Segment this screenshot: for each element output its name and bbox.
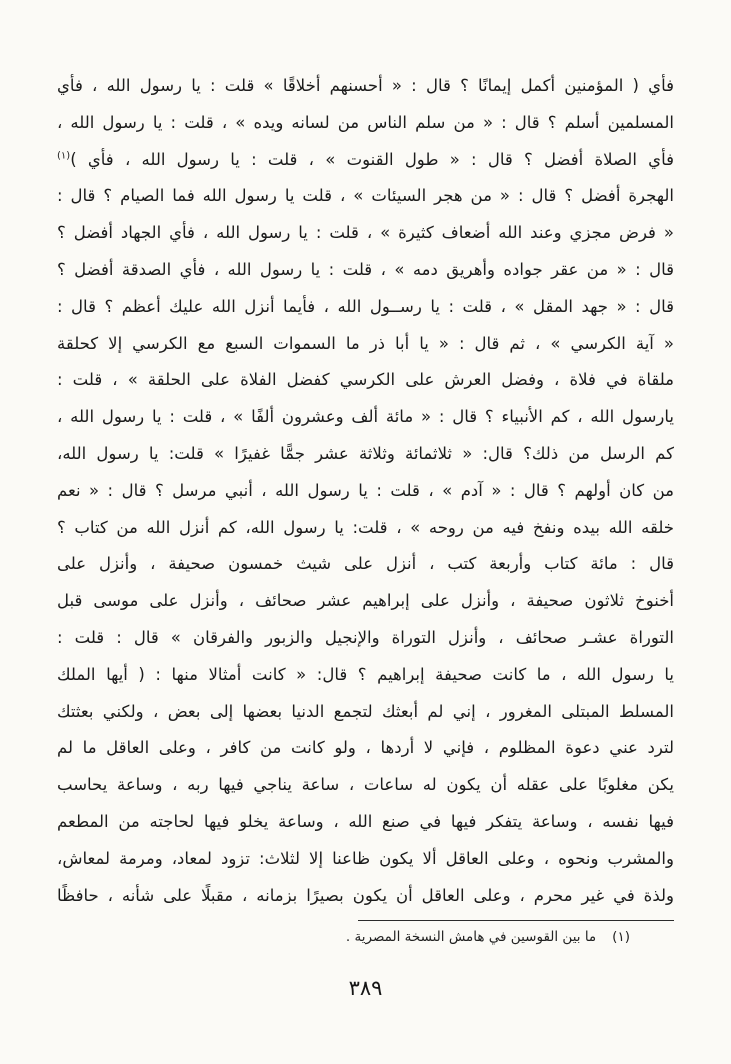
- text-line: [57, 326, 674, 363]
- text-line: [57, 473, 674, 510]
- text-line: [57, 878, 674, 915]
- text-line-content: أخنوخ ثلاثون صحيفة ، وأنزل على إبراهيم عشر صحائف ، وأنزل على موسى قبل: [57, 591, 674, 611]
- text-line: [57, 215, 674, 252]
- text-line: [57, 546, 674, 583]
- text-line-content: خلقه الله بيده ونفخ فيه من روحه » ، قلت: يا رسول الله، كم أنزل الله من كتاب ؟: [57, 517, 674, 537]
- text-line: [57, 730, 674, 767]
- text-line-content: والمشرب ونحوه ، وعلى العاقل ألا يكون ظاعنا إلا لثلاث: تزود لمعاد، ومرمة لمعاش،: [57, 848, 674, 868]
- text-line: [57, 399, 674, 436]
- text-line-content: قال : « جهد المقل » ، قلت : يا رســول الله ، فأيما أنزل الله عليك أعظم ؟ قال :: [57, 296, 674, 316]
- text-line-content: فأي الصلاة أفضل ؟ قال : « طول القنوت » ، قلت : يا رسول الله ، فأي ): [70, 149, 674, 169]
- text-line-content: من كان أولهم ؟ قال : « آدم » ، قلت : يا رسول الله ، أنبي مرسل ؟ قال : « نعم: [57, 480, 674, 500]
- text-line: [57, 178, 674, 215]
- footnote-marker: (١): [612, 929, 630, 945]
- text-line-content: كم الرسل من ذلك؟ قال: « ثلاثمائة وثلاثة عشر جمًّا غفيرًا » قلت: يا رسول الله،: [57, 443, 674, 463]
- text-line: [57, 620, 674, 657]
- text-line: [57, 510, 674, 547]
- text-line-content: لترد عني دعوة المظلوم ، فإني لا أردها ، ولو كانت من كافر ، وعلى العاقل ما لم: [57, 738, 674, 758]
- text-line-content: « فرض مجزي وعند الله أضعاف كثيرة » ، قلت : يا رسول الله ، فأي الجهاد أفضل ؟: [57, 223, 674, 243]
- text-line: [57, 362, 674, 399]
- text-line-content: فأي ( المؤمنين أكمل إيمانًا ؟ قال : « أحسنهم أخلاقًا » قلت : يا رسول الله ، فأي: [57, 76, 674, 95]
- text-line-content: قال : مائة كتاب وأربعة كتب ، أنزل على شيث خمسون صحيفة ، وأنزل على: [57, 554, 674, 574]
- text-line: [57, 694, 674, 731]
- footnote-separator: [358, 920, 674, 921]
- text-line: [57, 436, 674, 473]
- footnote: [57, 929, 674, 945]
- text-line-content: يكن مغلوبًا على عقله أن يكون له ساعات ، ساعة يناجي فيها ربه ، وساعة يحاسب: [57, 775, 674, 795]
- text-line-content: « آية الكرسي » ، ثم قال : « يا أبا ذر ما السموات السبع مع الكرسي إلا كحلقة: [57, 333, 674, 353]
- body-text: [57, 68, 674, 914]
- text-line: [57, 657, 674, 694]
- text-line-content: يارسول الله ، كم الأنبياء ؟ قال : « مائة ألف وعشرون ألفًا » ، قلت : يا رسول الله ،: [57, 407, 674, 427]
- page-number: ٣٨٩: [348, 976, 383, 1000]
- text-line: [57, 841, 674, 878]
- text-line-content: فيها نفسه ، وساعة يتفكر فيها في صنع الله ، وساعة يخلو فيها لحاجته من المطعم: [57, 811, 674, 831]
- text-line-content: المسلط المبتلى المغرور ، إني لم أبعثك لتجمع الدنيا بعضها إلى بعض ، ولكني بعثتك: [57, 701, 674, 721]
- text-line-content: التوراة عشـر صحائف ، وأنزل التوراة والإنجيل والزبور والفرقان » قال : قلت :: [57, 627, 674, 647]
- text-line: [57, 68, 674, 105]
- text-line-content: المسلمين أسلم ؟ قال : « من سلم الناس من لسانه ويده » ، قلت : يا رسول الله ،: [57, 112, 674, 132]
- text-line: [57, 767, 674, 804]
- text-line-content: قال : « من عقر جواده وأهريق دمه » ، قلت : يا رسول الله ، فأي الصدقة أفضل ؟: [57, 259, 674, 279]
- footnote-text: ما بين القوسين في هامش النسخة المصرية .: [345, 929, 597, 945]
- text-line: [57, 583, 674, 620]
- footnote-ref: (١): [57, 150, 71, 162]
- text-line: [57, 289, 674, 326]
- footnote-area: [57, 920, 674, 945]
- text-line-content: الهجرة أفضل ؟ قال : « من هجر السيئات » ، قلت يا رسول الله فما الصيام ؟ قال :: [57, 186, 674, 206]
- text-line-content: ولذة في غير محرم ، وعلى العاقل أن يكون بصيرًا بزمانه ، مقبلًا على شأنه ، حافظًا: [57, 885, 674, 905]
- text-line: [57, 804, 674, 841]
- text-line-content: ملقاة في فلاة ، وفضل العرش على الكرسي كفضل الفلاة على الحلقة » ، قلت :: [57, 370, 674, 390]
- text-line: [57, 252, 674, 289]
- text-line: [57, 105, 674, 142]
- text-line: [57, 142, 674, 179]
- text-line-content: يا رسول الله ، ما كانت صحيفة إبراهيم ؟ قال: « كانت أمثالا منها : ( أيها الملك: [57, 664, 674, 684]
